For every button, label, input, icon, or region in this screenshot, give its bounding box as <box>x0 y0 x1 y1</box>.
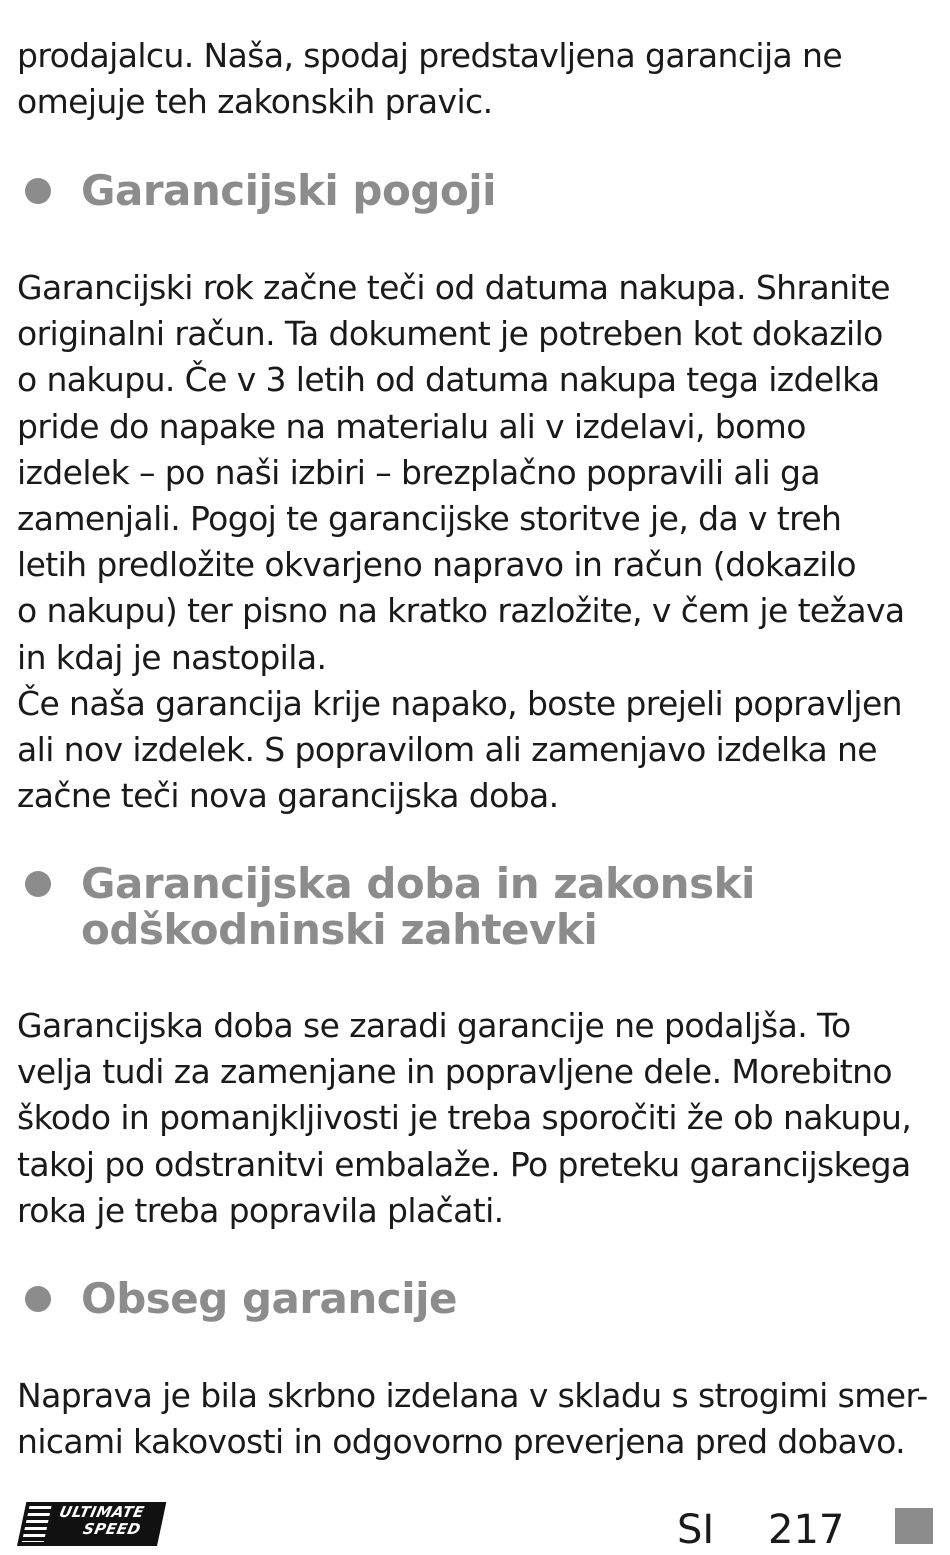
text-line: roka je treba popravila plačati. <box>17 1190 504 1230</box>
text-line: začne teči nova garancijska doba. <box>17 776 559 816</box>
heading-text: Obseg garancije <box>81 1274 457 1323</box>
text-line: velja tudi za zamenjane in popravljene dele. Morebitno <box>17 1052 892 1092</box>
section-heading-warranty-period <box>17 861 937 953</box>
heading-text: Garancijska doba in zakonski <box>81 859 755 908</box>
text-line: Garancijska doba se zaradi garancije ne podaljša. To <box>17 1006 851 1045</box>
text-line: pride do napake na materialu ali v izdelavi, bomo <box>17 406 806 446</box>
text-line: Če naša garancija krije napako, boste prejeli popravljen <box>17 683 902 723</box>
bullet-dot-icon <box>25 1286 51 1312</box>
text-line: originalni račun. Ta dokument je potreben kot dokazilo <box>17 314 883 354</box>
brand-logo <box>17 1502 166 1546</box>
text-line: ali nov izdelek. S popravilom ali zamenjavo izdelka ne <box>17 730 878 770</box>
text-line: izdelek – po naši izbiri – brezplačno popravili ali ga <box>17 452 820 492</box>
section-heading-warranty-scope <box>17 1276 937 1322</box>
logo-text-line: ULTIMATE <box>57 1503 147 1521</box>
text-line: Garancijski rok začne teči od datuma nakupa. Shranite <box>17 268 890 307</box>
language-code: SI <box>677 1507 715 1553</box>
text-line: prodajalcu. Naša, spodaj predstavljena garancija ne <box>17 36 843 75</box>
gray-square-marker-icon <box>895 1508 933 1544</box>
text-line: zamenjali. Pogoj te garancijske storitve je, da v treh <box>17 499 842 539</box>
text-line: in kdaj je nastopila. <box>17 637 327 677</box>
intro-paragraph <box>17 33 937 125</box>
text-line: o nakupu) ter pisno na kratko razložite, v čem je težava <box>17 591 905 631</box>
warranty-conditions-paragraph <box>17 265 937 819</box>
text-line: takoj po odstranitvi embalaže. Po preteku garancijskega <box>17 1144 911 1184</box>
logo-text-line: SPEED <box>81 1520 143 1538</box>
bullet-dot-icon <box>25 178 51 204</box>
heading-text: odškodninski zahtevki <box>81 905 598 954</box>
bullet-dot-icon <box>25 871 51 897</box>
logo-text <box>29 1504 146 1538</box>
heading-text: Garancijski pogoji <box>81 166 497 215</box>
warranty-scope-paragraph <box>17 1373 937 1465</box>
text-line: škodo in pomanjkljivosti je treba sporočiti že ob nakupu, <box>17 1098 912 1138</box>
page-number: 217 <box>768 1507 845 1553</box>
text-line: letih predložite okvarjeno napravo in račun (dokazilo <box>17 545 857 585</box>
text-line: Naprava je bila skrbno izdelana v skladu s strogimi smer- <box>17 1376 928 1415</box>
text-line: omejuje teh zakonskih pravic. <box>17 82 493 122</box>
warranty-period-paragraph <box>17 1003 937 1234</box>
section-heading-warranty-conditions <box>17 168 937 214</box>
text-line: o nakupu. Če v 3 letih od datuma nakupa tega izdelka <box>17 360 880 400</box>
text-line: nicami kakovosti in odgovorno preverjena pred dobavo. <box>17 1422 906 1462</box>
